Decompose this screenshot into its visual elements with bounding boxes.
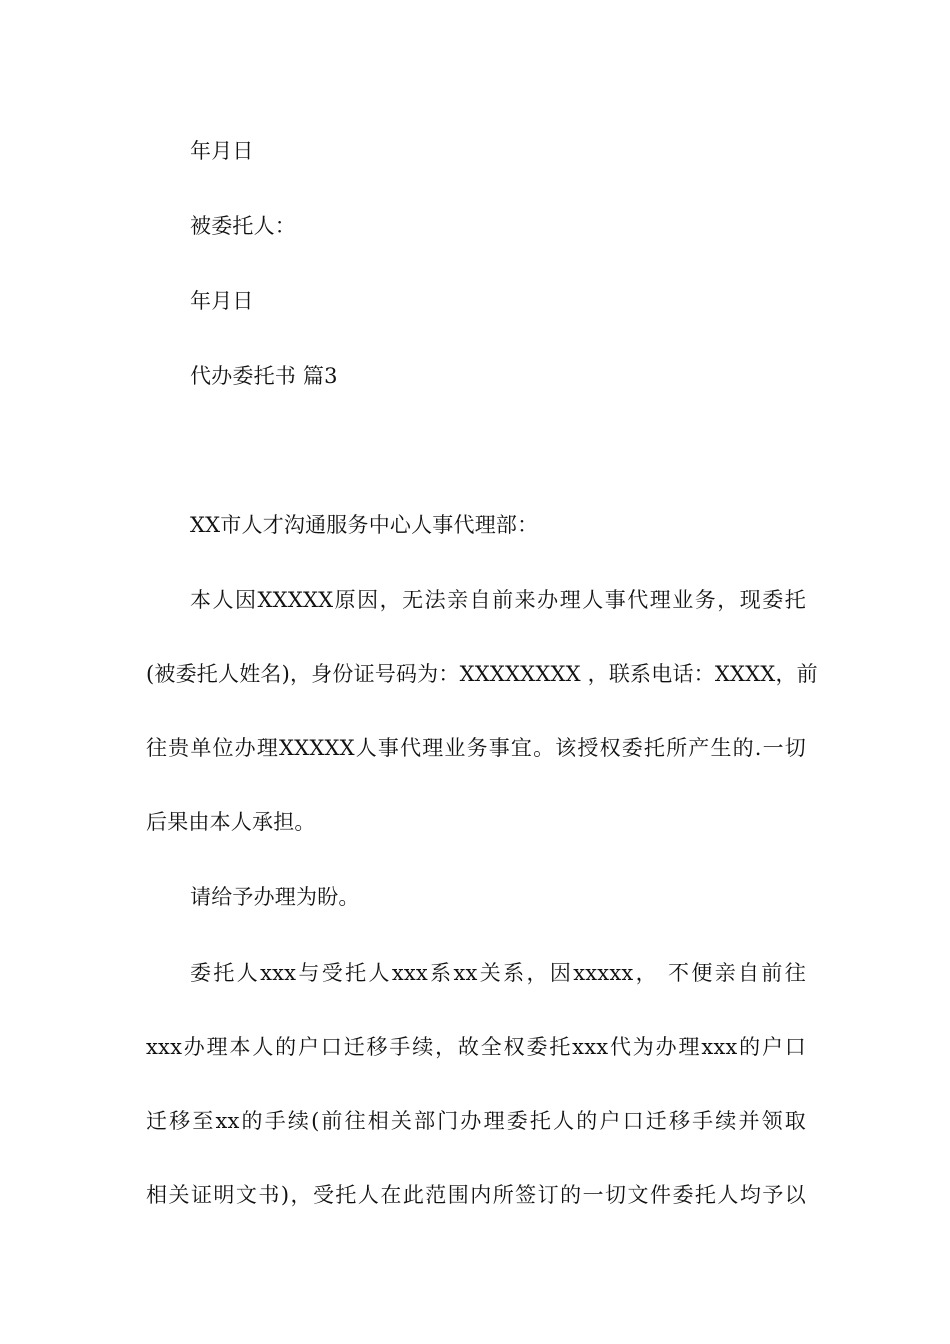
- request-line: 请给予办理为盼。: [190, 885, 360, 909]
- body-line-2: (被委托人姓名)，身份证号码为：XXXXXXXX ，联系电话：XXXX，前: [146, 662, 818, 686]
- trustee-label: 被委托人：: [190, 214, 296, 238]
- date-line-1: 年月日: [190, 139, 254, 163]
- section-heading: 代办委托书 篇3: [190, 364, 338, 388]
- body-line-4: 后果由本人承担。: [146, 810, 316, 834]
- date-line-2: 年月日: [190, 289, 254, 313]
- body2-line-2: xxx办理本人的户口迁移手续，故全权委托xxx代为办理xxx的户口: [146, 1035, 806, 1059]
- body-line-3: 往贵单位办理XXXXX人事代理业务事宜。该授权委托所产生的.一切: [146, 736, 806, 760]
- body2-line-1: 委托人xxx与受托人xxx系xx关系，因xxxxx， 不便亲自前往: [190, 961, 806, 985]
- body-line-1: 本人因XXXXX原因，无法亲自前来办理人事代理业务，现委托: [190, 588, 806, 612]
- body2-line-3: 迁移至xx的手续(前往相关部门办理委托人的户口迁移手续并领取: [146, 1109, 806, 1133]
- addressee-line: XX市人才沟通服务中心人事代理部：: [190, 513, 539, 537]
- body2-line-4: 相关证明文书)，受托人在此范围内所签订的一切文件委托人均予以: [146, 1183, 806, 1207]
